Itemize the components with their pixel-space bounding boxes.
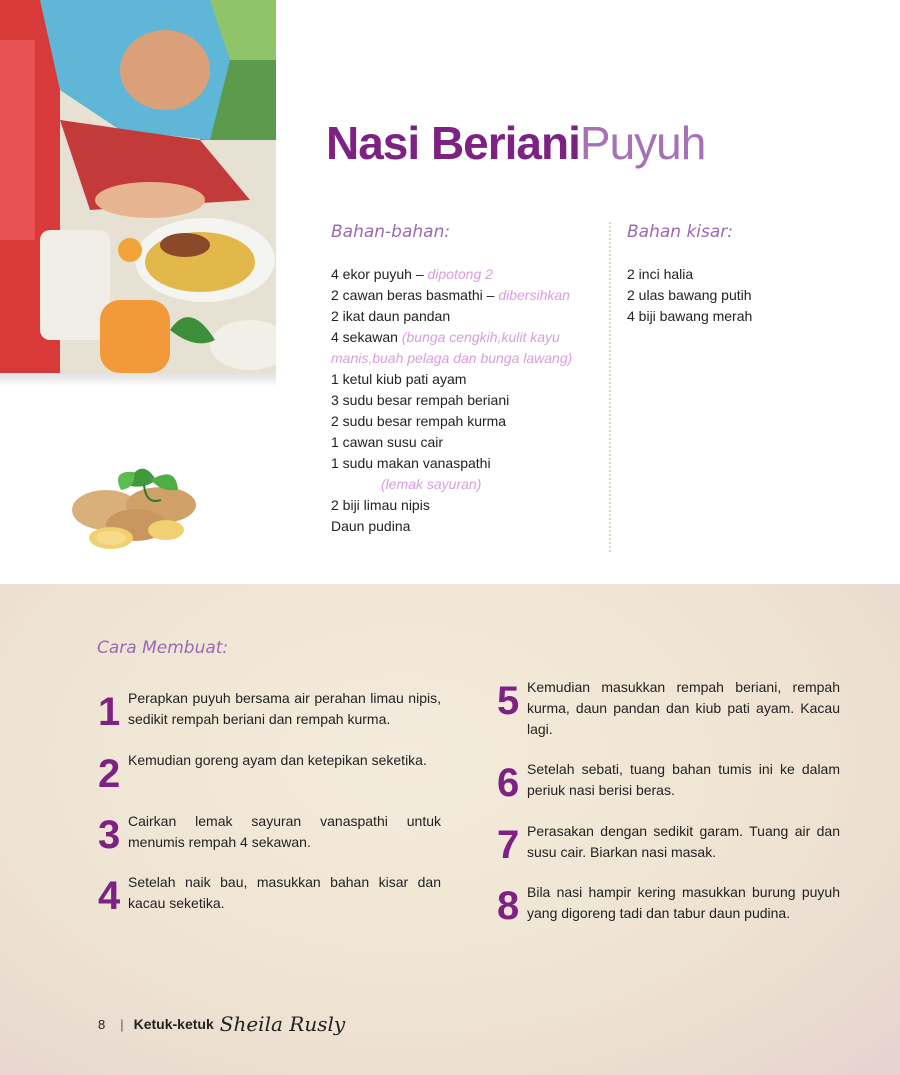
step-number: 4 [98, 874, 121, 918]
bahan-heading: Bahan-bahan: [331, 222, 451, 242]
ingredient-item: 1 sudu makan vanaspathi [331, 455, 491, 471]
ingredient-item: 2 cawan beras basmathi – dibersihkan [331, 287, 570, 303]
step-number: 8 [497, 884, 520, 928]
recipe-title [326, 116, 705, 170]
step-number: 6 [497, 761, 520, 805]
cooking-photo [0, 0, 276, 373]
ingredient-item: 4 ekor puyuh – dipotong 2 [331, 266, 493, 282]
kisar-item: 2 ulas bawang putih [627, 287, 752, 303]
ginger-mint-image [66, 450, 206, 560]
kisar-heading: Bahan kisar: [627, 222, 734, 242]
ingredient-item: 1 ketul kiub pati ayam [331, 371, 467, 387]
ingredient-item: 2 sudu besar rempah kurma [331, 413, 507, 429]
ingredient-item: 4 sekawan (bunga cengkih,kulit kayu manis,buah pelaga dan bunga lawang) [331, 329, 573, 366]
ingredient-list [331, 264, 606, 537]
ingredient-item: 2 ikat daun pandan [331, 308, 451, 324]
book-title: Ketuk-ketuk [133, 1016, 214, 1032]
footer-separator: | [120, 1016, 124, 1032]
step-number: 3 [98, 813, 121, 857]
step-text: Setelah sebati, tuang bahan tumis ini ke dalam periuk nasi berisi beras. [527, 761, 840, 798]
step-number: 1 [98, 690, 121, 734]
step-text: Bila nasi hampir kering masukkan burung puyuh yang digoreng tadi dan tabur daun pudina. [527, 884, 840, 921]
cooking-illustration [0, 0, 276, 373]
kisar-item: 4 biji bawang merah [627, 308, 753, 324]
kisar-item: 2 inci halia [627, 266, 694, 282]
column-divider [609, 222, 611, 552]
step-number: 5 [497, 679, 520, 723]
photo-shadow [0, 373, 276, 387]
ingredient-item: 2 biji limau nipis [331, 497, 430, 513]
step-text: Cairkan lemak sayuran vanaspathi untuk menumis rempah 4 sekawan. [128, 813, 441, 850]
page-footer [98, 1012, 345, 1036]
step-text: Kemudian masukkan rempah beriani, rempah kurma, daun pandan dan kiub pati ayam. Kacau lagi. [527, 679, 840, 737]
title-sub: Puyuh [579, 117, 706, 169]
page-number: 8 [98, 1016, 106, 1032]
ingredient-item: 3 sudu besar rempah beriani [331, 392, 510, 408]
title-main: Nasi Beriani [326, 117, 580, 169]
kisar-list [627, 264, 752, 327]
ingredient-item: 1 cawan susu cair [331, 434, 444, 450]
step-text: Perasakan dengan sedikit garam. Tuang air dan susu cair. Biarkan nasi masak. [527, 823, 840, 860]
step-text: Kemudian goreng ayam dan ketepikan seketika. [128, 752, 427, 768]
step-text: Setelah naik bau, masukkan bahan kisar dan kacau seketika. [128, 874, 441, 911]
ingredient-note: (lemak sayuran) [381, 476, 482, 492]
step-number: 2 [98, 752, 121, 796]
ingredient-item: Daun pudina [331, 518, 411, 534]
cara-heading: Cara Membuat: [97, 638, 229, 658]
step-text: Perapkan puyuh bersama air perahan limau nipis, sedikit rempah beriani dan rempah kurma. [128, 690, 441, 727]
author-signature: Sheila Rusly [219, 1012, 346, 1036]
step-number: 7 [497, 823, 520, 867]
